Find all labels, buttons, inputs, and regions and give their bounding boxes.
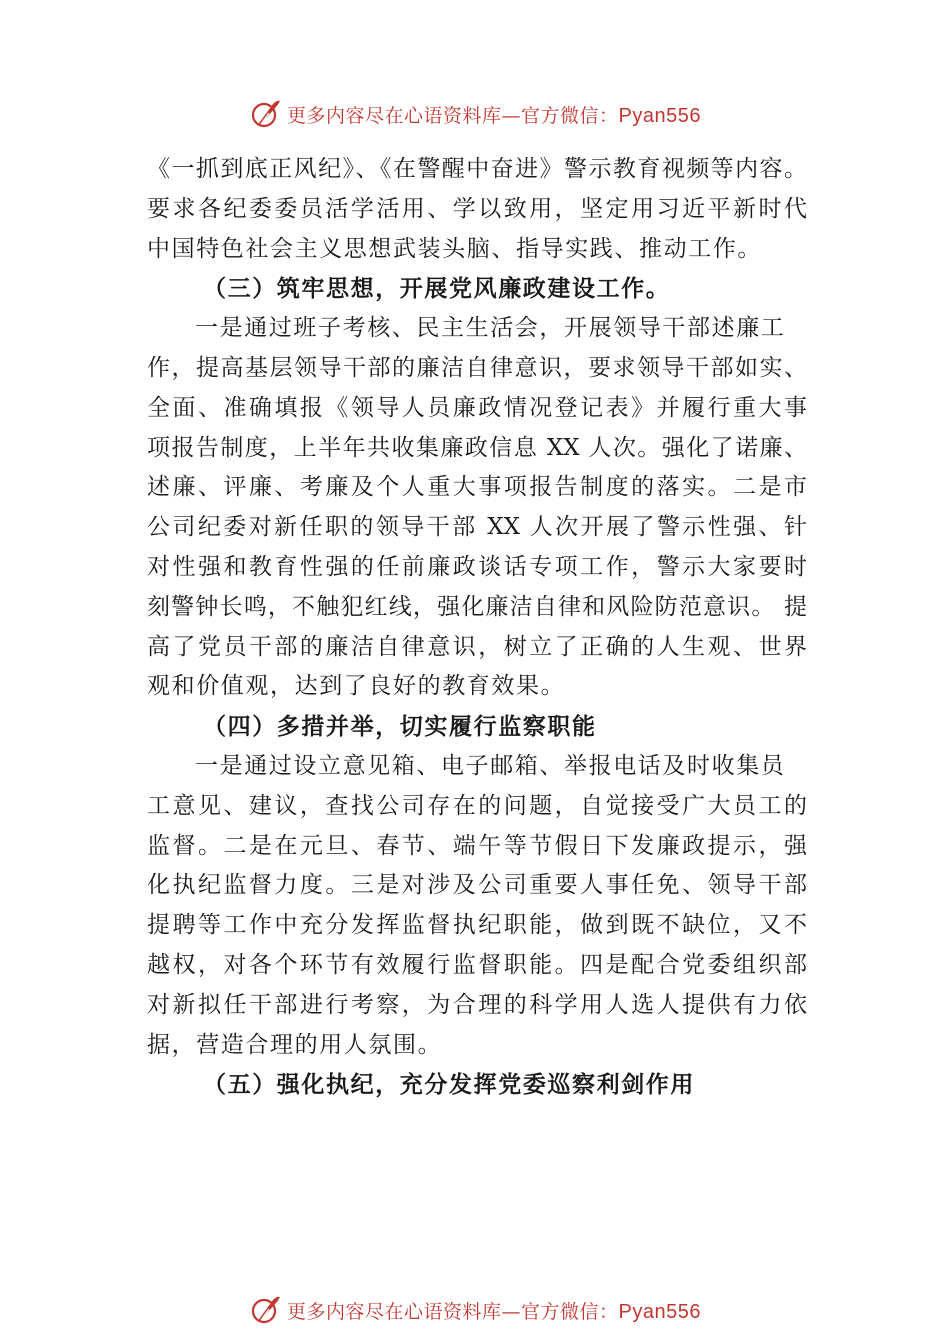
body-line: 监督。二是在元旦、春节、端午等节假日下发廉政提示，强 [147, 832, 807, 859]
body-line: 据，营造合理的用人氛围。 [147, 1031, 443, 1058]
section-heading-5: （五）强化执纪，充分发挥党委巡察利剑作用 [203, 1071, 695, 1099]
quill-logo-icon [249, 1293, 283, 1327]
watermark-text: 更多内容尽在心语资料库—官方微信：Pyan556 [287, 104, 701, 127]
body-line: 化执纪监督力度。三是对涉及公司重要人事任免、领导干部 [147, 872, 807, 899]
watermark-text: 更多内容尽在心语资料库—官方微信：Pyan556 [287, 1300, 701, 1323]
body-line: 作，提高基层领导干部的廉洁自律意识，要求领导干部如实、 [147, 354, 807, 381]
body-line: 高了党员干部的廉洁自律意识，树立了正确的人生观、世界 [147, 633, 807, 660]
body-line: 提聘等工作中充分发挥监督执纪职能，做到既不缺位，又不 [147, 912, 807, 939]
body-line: 工意见、建议，查找公司存在的问题，自觉接受广大员工的 [147, 792, 807, 819]
document-body [147, 150, 807, 1105]
body-line: 观和价值观，达到了良好的教育效果。 [147, 673, 566, 700]
body-line: 要求各纪委委员活学活用、学以致用，坚定用习近平新时代 [147, 195, 807, 222]
section-heading-3: （三）筑牢思想，开展党风廉政建设工作。 [203, 275, 671, 303]
watermark-banner-top [0, 94, 950, 134]
body-line: 公司纪委对新任职的领导干部 XX 人次开展了警示性强、针 [147, 514, 807, 541]
body-line: 对新拟任干部进行考察，为合理的科学用人选人提供有力依 [147, 991, 807, 1018]
body-line: 全面、准确填报《领导人员廉政情况登记表》并履行重大事 [147, 394, 807, 421]
body-line: 越权，对各个环节有效履行监督职能。四是配合党委组织部 [147, 951, 807, 978]
body-line: 项报告制度，上半年共收集廉政信息 XX 人次。强化了诺廉、 [147, 434, 807, 461]
body-line: 对性强和教育性强的任前廉政谈话专项工作，警示大家要时 [147, 553, 807, 580]
paragraph-start: 一是通过班子考核、民主生活会，开展领导干部述廉工 [195, 315, 786, 342]
section-heading-4: （四）多措并举，切实履行监察职能 [203, 713, 597, 741]
paragraph-start: 一是通过设立意见箱、电子邮箱、举报电话及时收集员 [195, 752, 786, 779]
body-line: 中国特色社会主义思想武装头脑、指导实践、推动工作。 [147, 235, 762, 262]
body-line: 刻警钟长鸣，不触犯红线，强化廉洁自律和风险防范意识。 提 [147, 593, 807, 620]
body-line: 《一抓到底正风纪》、《在警醒中奋进》警示教育视频等内容。 [147, 156, 807, 182]
body-line: 述廉、评廉、考廉及个人重大事项报告制度的落实。二是市 [147, 474, 807, 501]
watermark-banner-bottom [0, 1290, 950, 1330]
quill-logo-icon [249, 97, 283, 131]
